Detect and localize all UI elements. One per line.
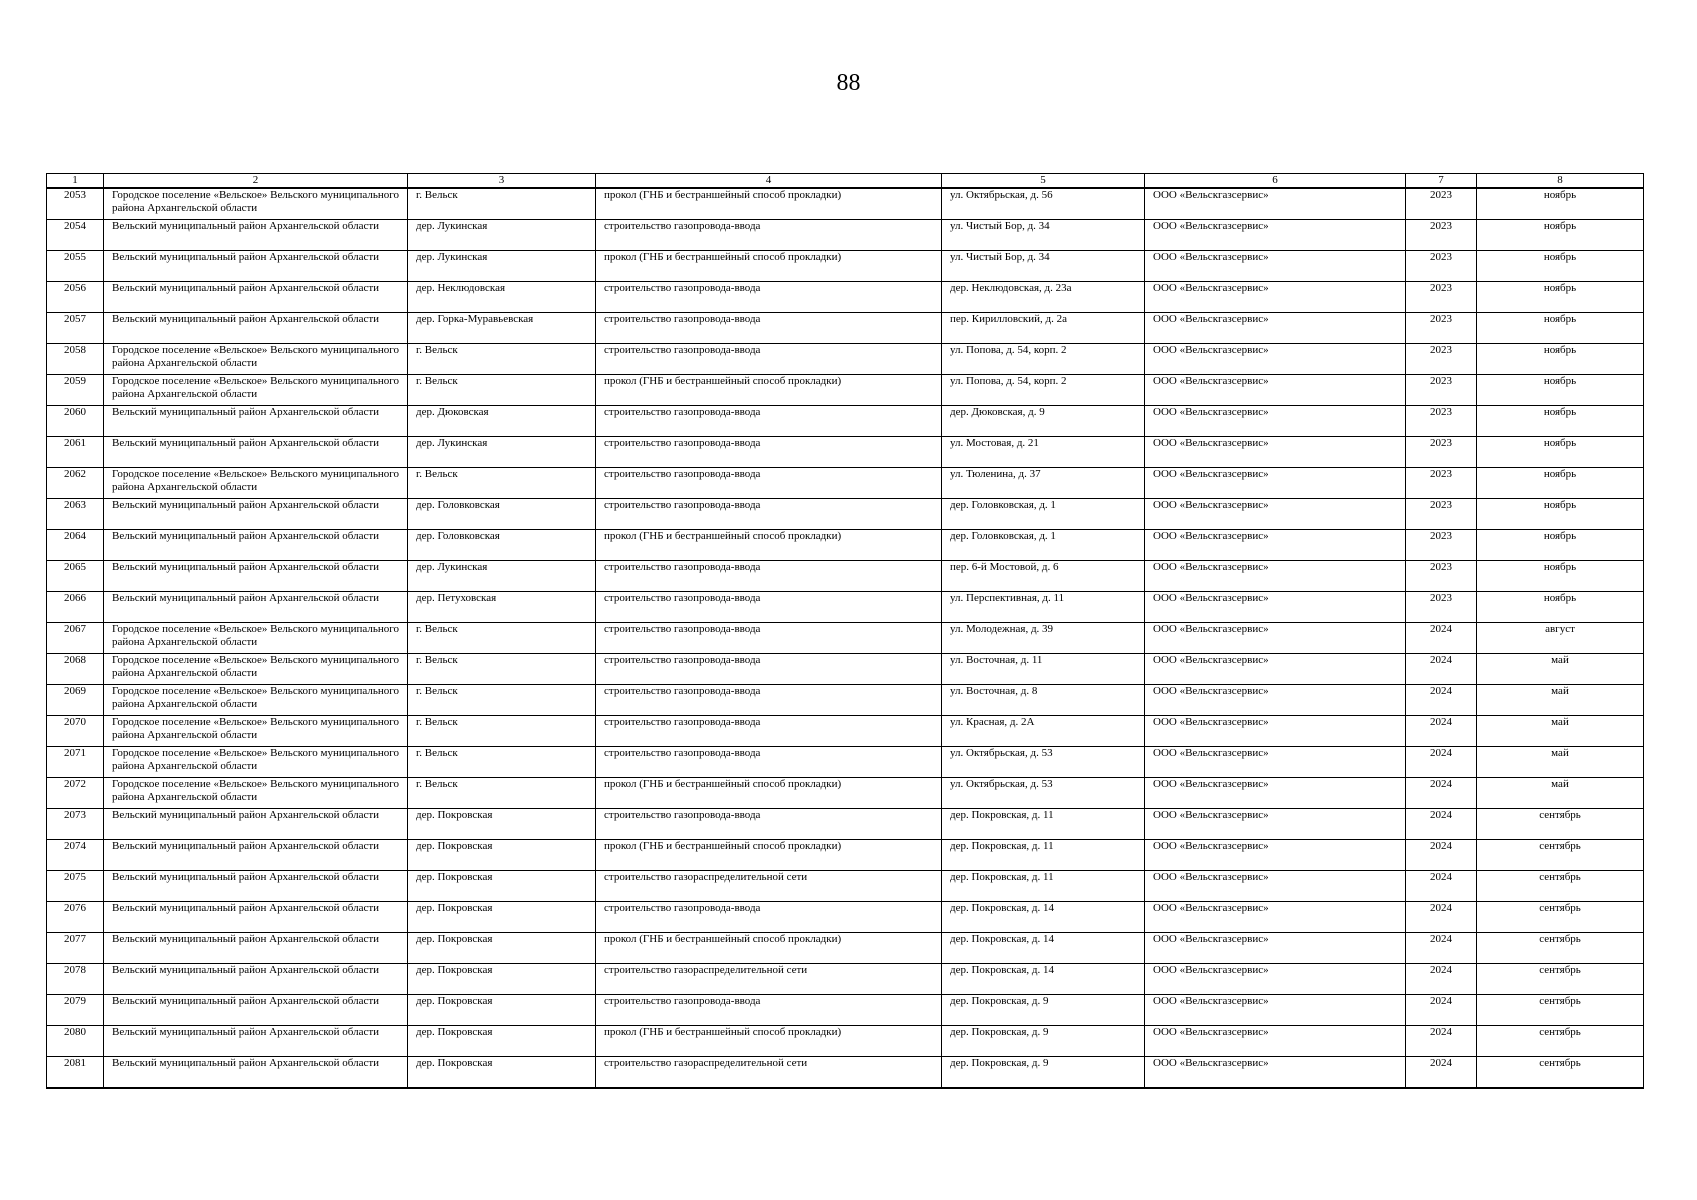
- cell-address: дер. Неклюдовская, д. 23а: [942, 282, 1145, 313]
- cell-locality: дер. Лукинская: [408, 437, 596, 468]
- cell-contractor: ООО «Вельскгазсервис»: [1145, 623, 1406, 654]
- cell-address: ул. Октябрьская, д. 56: [942, 188, 1145, 220]
- cell-row-number: 2060: [47, 406, 104, 437]
- cell-work-type: прокол (ГНБ и бестраншейный способ прокладки): [596, 251, 942, 282]
- cell-row-number: 2070: [47, 716, 104, 747]
- cell-month: сентябрь: [1477, 995, 1644, 1026]
- cell-contractor: ООО «Вельскгазсервис»: [1145, 499, 1406, 530]
- cell-month: сентябрь: [1477, 1026, 1644, 1057]
- cell-locality: дер. Покровская: [408, 840, 596, 871]
- cell-address: дер. Покровская, д. 9: [942, 995, 1145, 1026]
- cell-work-type: строительство газопровода-ввода: [596, 406, 942, 437]
- cell-month: ноябрь: [1477, 468, 1644, 499]
- cell-month: сентябрь: [1477, 964, 1644, 995]
- cell-contractor: ООО «Вельскгазсервис»: [1145, 716, 1406, 747]
- cell-contractor: ООО «Вельскгазсервис»: [1145, 592, 1406, 623]
- cell-work-type: строительство газопровода-ввода: [596, 561, 942, 592]
- cell-municipality: Вельский муниципальный район Архангельской области: [104, 530, 408, 561]
- table-row: [47, 499, 1644, 530]
- gasification-table: [46, 173, 1644, 1089]
- table-row: [47, 375, 1644, 406]
- cell-municipality: Вельский муниципальный район Архангельской области: [104, 592, 408, 623]
- cell-month: сентябрь: [1477, 933, 1644, 964]
- cell-row-number: 2080: [47, 1026, 104, 1057]
- column-header: 7: [1406, 174, 1477, 189]
- column-header: 8: [1477, 174, 1644, 189]
- cell-work-type: строительство газопровода-ввода: [596, 902, 942, 933]
- cell-row-number: 2081: [47, 1057, 104, 1089]
- cell-work-type: прокол (ГНБ и бестраншейный способ прокладки): [596, 778, 942, 809]
- cell-year: 2024: [1406, 716, 1477, 747]
- cell-year: 2024: [1406, 1026, 1477, 1057]
- cell-month: сентябрь: [1477, 840, 1644, 871]
- cell-contractor: ООО «Вельскгазсервис»: [1145, 251, 1406, 282]
- cell-municipality: Вельский муниципальный район Архангельской области: [104, 282, 408, 313]
- cell-locality: дер. Петуховская: [408, 592, 596, 623]
- cell-year: 2024: [1406, 654, 1477, 685]
- cell-municipality: Вельский муниципальный район Архангельской области: [104, 964, 408, 995]
- cell-contractor: ООО «Вельскгазсервис»: [1145, 282, 1406, 313]
- cell-locality: г. Вельск: [408, 623, 596, 654]
- cell-row-number: 2073: [47, 809, 104, 840]
- cell-locality: дер. Неклюдовская: [408, 282, 596, 313]
- cell-locality: г. Вельск: [408, 716, 596, 747]
- cell-row-number: 2074: [47, 840, 104, 871]
- cell-year: 2024: [1406, 809, 1477, 840]
- cell-work-type: строительство газопровода-ввода: [596, 499, 942, 530]
- page-number: 88: [836, 70, 861, 96]
- cell-locality: дер. Покровская: [408, 1026, 596, 1057]
- cell-month: ноябрь: [1477, 499, 1644, 530]
- cell-row-number: 2078: [47, 964, 104, 995]
- cell-work-type: прокол (ГНБ и бестраншейный способ прокладки): [596, 188, 942, 220]
- cell-contractor: ООО «Вельскгазсервис»: [1145, 809, 1406, 840]
- cell-address: ул. Октябрьская, д. 53: [942, 778, 1145, 809]
- column-header: 2: [104, 174, 408, 189]
- table-row: [47, 188, 1644, 220]
- cell-municipality: Городское поселение «Вельское» Вельского муниципального района Архангельской области: [104, 375, 408, 406]
- cell-work-type: строительство газопровода-ввода: [596, 685, 942, 716]
- cell-municipality: Вельский муниципальный район Архангельской области: [104, 871, 408, 902]
- cell-year: 2024: [1406, 902, 1477, 933]
- cell-row-number: 2064: [47, 530, 104, 561]
- cell-year: 2023: [1406, 220, 1477, 251]
- cell-municipality: Вельский муниципальный район Архангельской области: [104, 251, 408, 282]
- table-row: [47, 1026, 1644, 1057]
- cell-work-type: строительство газопровода-ввода: [596, 220, 942, 251]
- cell-contractor: ООО «Вельскгазсервис»: [1145, 313, 1406, 344]
- cell-contractor: ООО «Вельскгазсервис»: [1145, 933, 1406, 964]
- cell-municipality: Городское поселение «Вельское» Вельского муниципального района Архангельской области: [104, 623, 408, 654]
- table-row: [47, 561, 1644, 592]
- cell-address: ул. Чистый Бор, д. 34: [942, 220, 1145, 251]
- cell-contractor: ООО «Вельскгазсервис»: [1145, 1057, 1406, 1089]
- cell-municipality: Вельский муниципальный район Архангельской области: [104, 840, 408, 871]
- cell-address: дер. Покровская, д. 9: [942, 1057, 1145, 1089]
- cell-work-type: строительство газопровода-ввода: [596, 747, 942, 778]
- cell-address: дер. Покровская, д. 14: [942, 964, 1145, 995]
- cell-address: пер. Кирилловский, д. 2а: [942, 313, 1145, 344]
- table-row: [47, 902, 1644, 933]
- cell-row-number: 2072: [47, 778, 104, 809]
- cell-address: дер. Покровская, д. 11: [942, 809, 1145, 840]
- cell-address: ул. Перспективная, д. 11: [942, 592, 1145, 623]
- cell-month: ноябрь: [1477, 313, 1644, 344]
- cell-work-type: строительство газораспределительной сети: [596, 964, 942, 995]
- cell-contractor: ООО «Вельскгазсервис»: [1145, 468, 1406, 499]
- cell-locality: дер. Головковская: [408, 499, 596, 530]
- cell-year: 2023: [1406, 592, 1477, 623]
- cell-row-number: 2079: [47, 995, 104, 1026]
- table-row: [47, 592, 1644, 623]
- cell-row-number: 2075: [47, 871, 104, 902]
- cell-address: пер. 6-й Мостовой, д. 6: [942, 561, 1145, 592]
- cell-contractor: ООО «Вельскгазсервис»: [1145, 437, 1406, 468]
- table-row: [47, 623, 1644, 654]
- cell-municipality: Вельский муниципальный район Архангельской области: [104, 313, 408, 344]
- cell-contractor: ООО «Вельскгазсервис»: [1145, 654, 1406, 685]
- cell-month: сентябрь: [1477, 1057, 1644, 1089]
- cell-municipality: Городское поселение «Вельское» Вельского муниципального района Архангельской области: [104, 716, 408, 747]
- cell-work-type: строительство газопровода-ввода: [596, 344, 942, 375]
- cell-row-number: 2066: [47, 592, 104, 623]
- cell-year: 2023: [1406, 188, 1477, 220]
- cell-municipality: Городское поселение «Вельское» Вельского муниципального района Архангельской области: [104, 778, 408, 809]
- table-row: [47, 220, 1644, 251]
- cell-year: 2023: [1406, 313, 1477, 344]
- cell-locality: дер. Покровская: [408, 964, 596, 995]
- cell-municipality: Городское поселение «Вельское» Вельского муниципального района Архангельской области: [104, 654, 408, 685]
- cell-municipality: Городское поселение «Вельское» Вельского муниципального района Архангельской области: [104, 685, 408, 716]
- table-row: [47, 933, 1644, 964]
- cell-municipality: Городское поселение «Вельское» Вельского муниципального района Архангельской области: [104, 188, 408, 220]
- cell-year: 2024: [1406, 1057, 1477, 1089]
- cell-row-number: 2069: [47, 685, 104, 716]
- cell-locality: г. Вельск: [408, 468, 596, 499]
- cell-month: ноябрь: [1477, 251, 1644, 282]
- cell-work-type: строительство газопровода-ввода: [596, 313, 942, 344]
- cell-work-type: прокол (ГНБ и бестраншейный способ прокладки): [596, 375, 942, 406]
- cell-locality: г. Вельск: [408, 375, 596, 406]
- table-body: [47, 188, 1644, 1088]
- cell-contractor: ООО «Вельскгазсервис»: [1145, 220, 1406, 251]
- cell-year: 2023: [1406, 344, 1477, 375]
- cell-work-type: строительство газопровода-ввода: [596, 592, 942, 623]
- cell-address: ул. Тюленина, д. 37: [942, 468, 1145, 499]
- cell-month: ноябрь: [1477, 282, 1644, 313]
- cell-year: 2023: [1406, 375, 1477, 406]
- cell-address: дер. Покровская, д. 14: [942, 933, 1145, 964]
- cell-year: 2023: [1406, 561, 1477, 592]
- cell-month: май: [1477, 778, 1644, 809]
- cell-year: 2023: [1406, 499, 1477, 530]
- cell-work-type: прокол (ГНБ и бестраншейный способ прокладки): [596, 840, 942, 871]
- cell-contractor: ООО «Вельскгазсервис»: [1145, 1026, 1406, 1057]
- cell-locality: дер. Покровская: [408, 933, 596, 964]
- cell-locality: г. Вельск: [408, 747, 596, 778]
- cell-municipality: Вельский муниципальный район Архангельской области: [104, 809, 408, 840]
- cell-row-number: 2056: [47, 282, 104, 313]
- cell-month: ноябрь: [1477, 344, 1644, 375]
- cell-year: 2024: [1406, 623, 1477, 654]
- cell-year: 2024: [1406, 685, 1477, 716]
- cell-month: ноябрь: [1477, 592, 1644, 623]
- cell-contractor: ООО «Вельскгазсервис»: [1145, 375, 1406, 406]
- cell-address: ул. Мостовая, д. 21: [942, 437, 1145, 468]
- cell-contractor: ООО «Вельскгазсервис»: [1145, 188, 1406, 220]
- table-row: [47, 468, 1644, 499]
- cell-locality: дер. Лукинская: [408, 220, 596, 251]
- table-row: [47, 685, 1644, 716]
- cell-address: ул. Красная, д. 2А: [942, 716, 1145, 747]
- cell-locality: дер. Лукинская: [408, 251, 596, 282]
- cell-row-number: 2071: [47, 747, 104, 778]
- table-row: [47, 716, 1644, 747]
- cell-contractor: ООО «Вельскгазсервис»: [1145, 995, 1406, 1026]
- cell-work-type: прокол (ГНБ и бестраншейный способ прокладки): [596, 933, 942, 964]
- cell-year: 2023: [1406, 437, 1477, 468]
- cell-address: дер. Головковская, д. 1: [942, 499, 1145, 530]
- cell-municipality: Вельский муниципальный район Архангельской области: [104, 995, 408, 1026]
- cell-row-number: 2058: [47, 344, 104, 375]
- cell-address: ул. Молодежная, д. 39: [942, 623, 1145, 654]
- table-row: [47, 406, 1644, 437]
- cell-work-type: прокол (ГНБ и бестраншейный способ прокладки): [596, 530, 942, 561]
- table-row: [47, 437, 1644, 468]
- column-header: 1: [47, 174, 104, 189]
- cell-address: ул. Восточная, д. 11: [942, 654, 1145, 685]
- cell-year: 2023: [1406, 530, 1477, 561]
- table-row: [47, 778, 1644, 809]
- cell-contractor: ООО «Вельскгазсервис»: [1145, 778, 1406, 809]
- cell-year: 2023: [1406, 468, 1477, 499]
- table-row: [47, 654, 1644, 685]
- cell-month: ноябрь: [1477, 220, 1644, 251]
- cell-locality: дер. Горка-Муравьевская: [408, 313, 596, 344]
- cell-address: ул. Попова, д. 54, корп. 2: [942, 344, 1145, 375]
- cell-municipality: Вельский муниципальный район Архангельской области: [104, 933, 408, 964]
- cell-year: 2023: [1406, 251, 1477, 282]
- cell-row-number: 2067: [47, 623, 104, 654]
- cell-row-number: 2055: [47, 251, 104, 282]
- cell-row-number: 2068: [47, 654, 104, 685]
- cell-address: дер. Покровская, д. 11: [942, 871, 1145, 902]
- table-row: [47, 995, 1644, 1026]
- table-row: [47, 344, 1644, 375]
- cell-year: 2023: [1406, 282, 1477, 313]
- cell-address: ул. Восточная, д. 8: [942, 685, 1145, 716]
- cell-address: дер. Покровская, д. 14: [942, 902, 1145, 933]
- cell-year: 2024: [1406, 778, 1477, 809]
- table-row: [47, 747, 1644, 778]
- cell-month: сентябрь: [1477, 871, 1644, 902]
- cell-municipality: Вельский муниципальный район Архангельской области: [104, 220, 408, 251]
- cell-locality: г. Вельск: [408, 778, 596, 809]
- cell-locality: дер. Дюковская: [408, 406, 596, 437]
- cell-municipality: Вельский муниципальный район Архангельской области: [104, 1057, 408, 1089]
- cell-year: 2024: [1406, 933, 1477, 964]
- column-header: 5: [942, 174, 1145, 189]
- cell-contractor: ООО «Вельскгазсервис»: [1145, 561, 1406, 592]
- cell-year: 2024: [1406, 995, 1477, 1026]
- cell-row-number: 2061: [47, 437, 104, 468]
- column-number-row: [47, 174, 1644, 189]
- table-row: [47, 530, 1644, 561]
- cell-month: ноябрь: [1477, 188, 1644, 220]
- cell-month: сентябрь: [1477, 902, 1644, 933]
- cell-locality: г. Вельск: [408, 344, 596, 375]
- cell-contractor: ООО «Вельскгазсервис»: [1145, 840, 1406, 871]
- cell-contractor: ООО «Вельскгазсервис»: [1145, 747, 1406, 778]
- cell-locality: дер. Покровская: [408, 1057, 596, 1089]
- cell-contractor: ООО «Вельскгазсервис»: [1145, 964, 1406, 995]
- cell-work-type: строительство газопровода-ввода: [596, 282, 942, 313]
- cell-municipality: Городское поселение «Вельское» Вельского муниципального района Архангельской области: [104, 344, 408, 375]
- table-row: [47, 871, 1644, 902]
- cell-year: 2024: [1406, 840, 1477, 871]
- cell-row-number: 2077: [47, 933, 104, 964]
- cell-contractor: ООО «Вельскгазсервис»: [1145, 406, 1406, 437]
- cell-address: дер. Дюковская, д. 9: [942, 406, 1145, 437]
- cell-work-type: строительство газопровода-ввода: [596, 623, 942, 654]
- cell-row-number: 2065: [47, 561, 104, 592]
- cell-work-type: строительство газораспределительной сети: [596, 1057, 942, 1089]
- table-row: [47, 313, 1644, 344]
- cell-municipality: Вельский муниципальный район Архангельской области: [104, 561, 408, 592]
- cell-address: ул. Чистый Бор, д. 34: [942, 251, 1145, 282]
- cell-year: 2024: [1406, 964, 1477, 995]
- cell-month: май: [1477, 747, 1644, 778]
- cell-municipality: Вельский муниципальный район Архангельской области: [104, 1026, 408, 1057]
- table-row: [47, 282, 1644, 313]
- cell-locality: г. Вельск: [408, 654, 596, 685]
- cell-row-number: 2053: [47, 188, 104, 220]
- cell-row-number: 2059: [47, 375, 104, 406]
- cell-month: сентябрь: [1477, 809, 1644, 840]
- cell-locality: дер. Покровская: [408, 995, 596, 1026]
- cell-address: ул. Октябрьская, д. 53: [942, 747, 1145, 778]
- column-header: 3: [408, 174, 596, 189]
- cell-month: ноябрь: [1477, 561, 1644, 592]
- cell-year: 2024: [1406, 747, 1477, 778]
- cell-address: дер. Покровская, д. 11: [942, 840, 1145, 871]
- cell-month: ноябрь: [1477, 437, 1644, 468]
- cell-contractor: ООО «Вельскгазсервис»: [1145, 871, 1406, 902]
- cell-row-number: 2076: [47, 902, 104, 933]
- cell-row-number: 2063: [47, 499, 104, 530]
- cell-locality: г. Вельск: [408, 188, 596, 220]
- cell-contractor: ООО «Вельскгазсервис»: [1145, 902, 1406, 933]
- cell-month: ноябрь: [1477, 406, 1644, 437]
- table-row: [47, 964, 1644, 995]
- cell-work-type: строительство газопровода-ввода: [596, 654, 942, 685]
- table-row: [47, 251, 1644, 282]
- cell-locality: дер. Покровская: [408, 902, 596, 933]
- table-row: [47, 809, 1644, 840]
- cell-work-type: строительство газопровода-ввода: [596, 995, 942, 1026]
- cell-row-number: 2054: [47, 220, 104, 251]
- table-row: [47, 840, 1644, 871]
- cell-locality: дер. Лукинская: [408, 561, 596, 592]
- cell-month: май: [1477, 654, 1644, 685]
- cell-work-type: прокол (ГНБ и бестраншейный способ прокладки): [596, 1026, 942, 1057]
- cell-municipality: Городское поселение «Вельское» Вельского муниципального района Архангельской области: [104, 468, 408, 499]
- cell-municipality: Вельский муниципальный район Архангельской области: [104, 437, 408, 468]
- cell-work-type: строительство газопровода-ввода: [596, 716, 942, 747]
- cell-month: май: [1477, 716, 1644, 747]
- cell-contractor: ООО «Вельскгазсервис»: [1145, 685, 1406, 716]
- cell-locality: г. Вельск: [408, 685, 596, 716]
- cell-municipality: Вельский муниципальный район Архангельской области: [104, 499, 408, 530]
- cell-row-number: 2062: [47, 468, 104, 499]
- cell-month: август: [1477, 623, 1644, 654]
- cell-locality: дер. Покровская: [408, 871, 596, 902]
- cell-row-number: 2057: [47, 313, 104, 344]
- cell-municipality: Городское поселение «Вельское» Вельского муниципального района Архангельской области: [104, 747, 408, 778]
- cell-month: ноябрь: [1477, 530, 1644, 561]
- cell-work-type: строительство газораспределительной сети: [596, 871, 942, 902]
- cell-work-type: строительство газопровода-ввода: [596, 809, 942, 840]
- cell-year: 2023: [1406, 406, 1477, 437]
- cell-work-type: строительство газопровода-ввода: [596, 437, 942, 468]
- cell-year: 2024: [1406, 871, 1477, 902]
- column-header: 6: [1145, 174, 1406, 189]
- cell-address: дер. Покровская, д. 9: [942, 1026, 1145, 1057]
- cell-address: дер. Головковская, д. 1: [942, 530, 1145, 561]
- cell-locality: дер. Покровская: [408, 809, 596, 840]
- column-header: 4: [596, 174, 942, 189]
- cell-municipality: Вельский муниципальный район Архангельской области: [104, 902, 408, 933]
- cell-municipality: Вельский муниципальный район Архангельской области: [104, 406, 408, 437]
- cell-work-type: строительство газопровода-ввода: [596, 468, 942, 499]
- cell-address: ул. Попова, д. 54, корп. 2: [942, 375, 1145, 406]
- table-row: [47, 1057, 1644, 1089]
- cell-contractor: ООО «Вельскгазсервис»: [1145, 530, 1406, 561]
- cell-locality: дер. Головковская: [408, 530, 596, 561]
- cell-month: май: [1477, 685, 1644, 716]
- cell-month: ноябрь: [1477, 375, 1644, 406]
- cell-contractor: ООО «Вельскгазсервис»: [1145, 344, 1406, 375]
